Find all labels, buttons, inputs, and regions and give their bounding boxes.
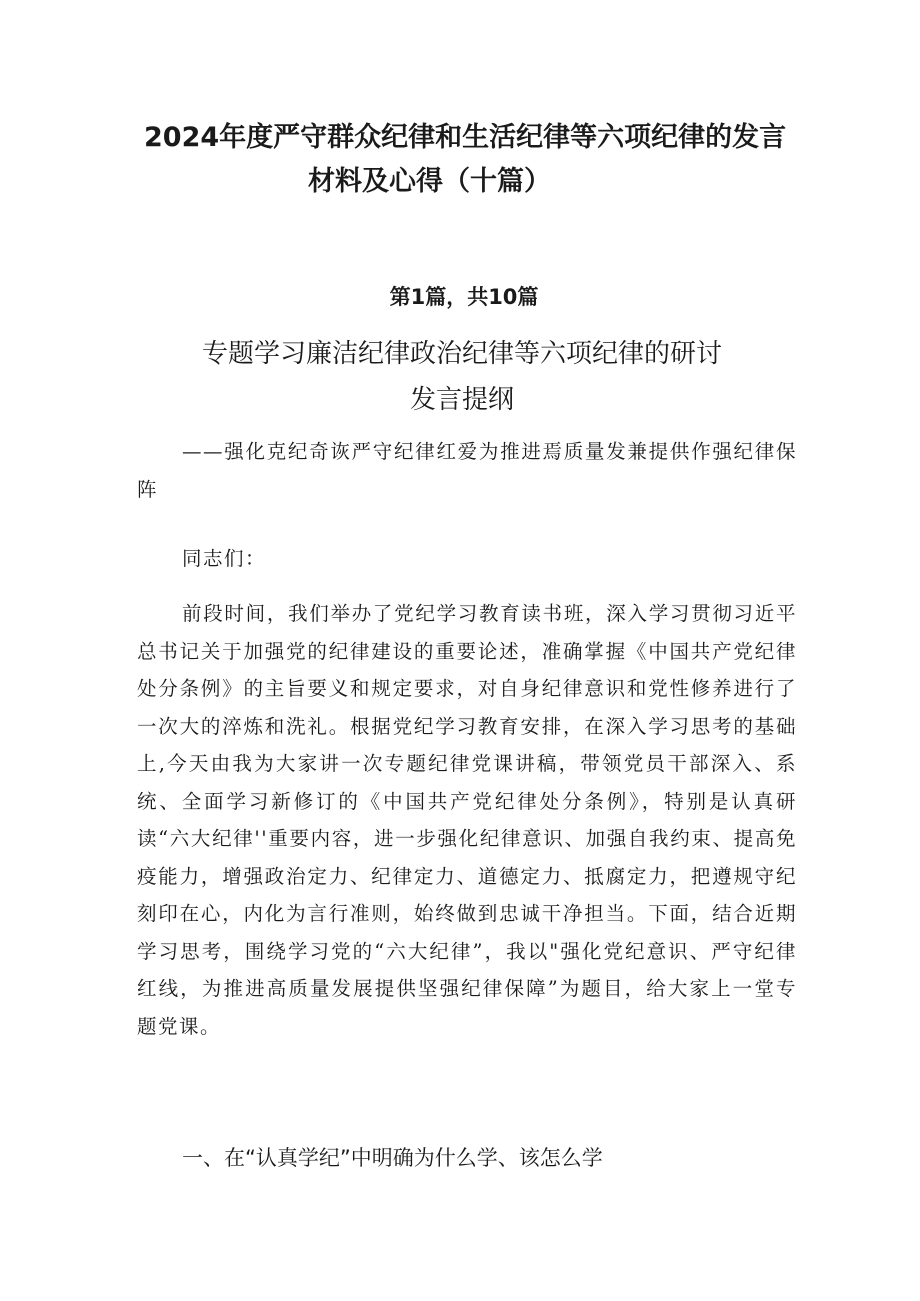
greeting: 同志们：	[182, 547, 267, 570]
part-label: 第1篇，共10篇	[389, 285, 539, 309]
article-subtitle: ——强化克纪奇诙严守纪律红爱为推进焉质量发兼提供作强纪律保阵	[137, 440, 797, 501]
article-title	[0, 332, 920, 422]
main-title	[110, 118, 810, 202]
main-title-line-1: 2024年度严守群众纪律和生活纪律等六项纪律的发言	[144, 122, 787, 153]
section-heading: 一、在“认真学纪”中明确为什么学、该怎么学	[182, 1146, 603, 1170]
article-title-line-2: 发言提纲	[409, 385, 514, 415]
main-title-line-2: 材料及心得（十篇）	[308, 166, 551, 197]
body-paragraph: 前段时间，我们举办了党纪学习教育读书班，深入学习贯彻习近平总书记关于加强党的纪律建设的重要论述，准确掌握《中国共产党纪律处分条例》的主旨要义和规定要求，对自身纪律意识和党性修养进行了一次大的淬炼和洗礼。根据党纪学习教育安排，在深入学习思考的基础上,今天由我为大家讲一次专题纪律党课讲稿，带领党员干部深入、系统、全面学习新修订的《中国共产党纪律处分条例》，特别是认真研读“六大纪律''重要内容，进一步强化纪律意识、加强自我约束、提高免疫能力，增强政治定力、纪律定力、道德定力、抵腐定力，把遵规守纪刻印在心，内化为言行准则，始终做到忠诚干净担当。下面，结合近期学习思考，围绕学习党的“六大纪律”，我以"强化党纪意识、严守纪律红线，为推进高质量发展提供坚强纪律保障”为题目，给大家上一堂专题党课。	[137, 602, 797, 1038]
article-title-line-1: 专题学习廉洁纪律政治纪律等六项纪律的研讨	[201, 339, 722, 369]
